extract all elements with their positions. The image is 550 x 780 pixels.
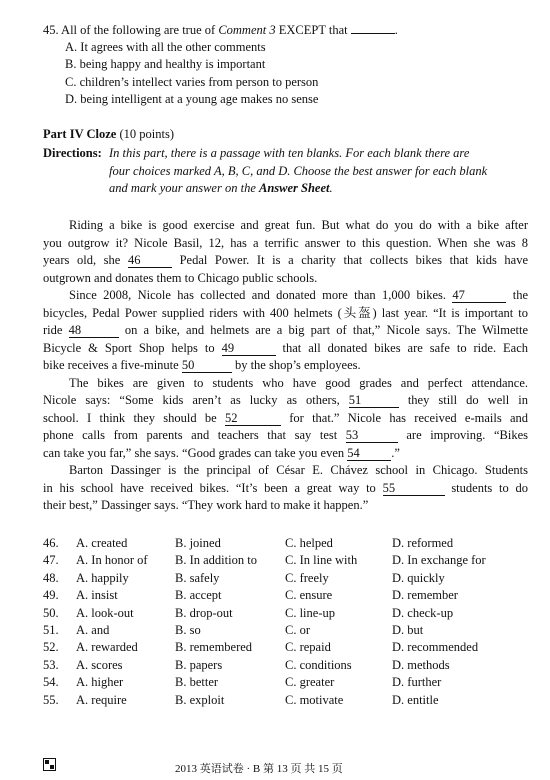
option-row: 48. A. happily B. safely C. freely D. quickly <box>43 570 445 585</box>
passage-line: school. I think they should be 52 for that.” Nicole has received e-mails and <box>43 410 529 425</box>
cloze-passage <box>43 217 528 515</box>
option-row: 51. A. and B. so C. or D. but <box>43 622 424 637</box>
blank-49: 49 <box>222 342 276 356</box>
passage-line: The bikes are given to students who have good grades and perfect attendance. <box>69 375 528 390</box>
passage-line: their best,” Dassinger says. “They work hard to make it happen.” <box>43 498 369 512</box>
blank-52: 52 <box>225 412 281 426</box>
passage-line: Since 2008, Nicole has collected and donated more than 1,000 bikes. 47 the <box>69 288 529 302</box>
passage-line: ride 48 on a bike, and helmets are a big part of that,” Nicole says. The Wilmette <box>43 323 528 337</box>
blank-53: 53 <box>346 429 398 443</box>
option-row: 55. A. require B. exploit C. motivate D. entitle <box>43 692 439 707</box>
blank-55: 55 <box>383 482 445 496</box>
passage-line: you outgrow it? Nicole Basil, 12, has a terrific answer to this question. When she was 8 <box>43 235 528 250</box>
option-row: 52. A. rewarded B. remembered C. repaid D. recommended <box>43 640 479 655</box>
passage-line: can take you far,” she says. “Good grades can take you even 54 .” <box>43 445 400 460</box>
passage-line: Riding a bike is good exercise and great fun. But what do you do with a bike after <box>69 218 528 232</box>
option-row: 54. A. higher B. better C. greater D. further <box>43 675 442 690</box>
passage-line: years old, she 46 Pedal Power. It is a charity that collects bikes that kids have <box>43 253 529 267</box>
option-row: 50. A. look-out B. drop-out C. line-up D. check-up <box>43 605 454 620</box>
directions-label: Directions: <box>43 146 102 160</box>
passage-line: bicycles, Pedal Power supplied riders with 400 helmets (头盔) last year. “It is important to <box>43 305 528 320</box>
passage-line: outgrown and donates them to Chicago public schools. <box>43 270 318 285</box>
passage-line: in his school have received bikes. “It’s been a great way to 55 students to do <box>43 480 529 495</box>
blank-47: 47 <box>452 289 506 303</box>
blank-54: 54 <box>347 447 391 461</box>
part-heading: Part IV Cloze (10 points) <box>43 127 174 141</box>
answer-options <box>43 535 528 709</box>
passage-line: phone calls from parents and teachers that say test 53 are improving. “Bikes <box>43 428 528 442</box>
option-row: 49. A. insist B. accept C. ensure D. remember <box>43 588 458 603</box>
registration-mark-icon <box>43 758 56 771</box>
option-a: A. It agrees with all the other comments <box>65 40 266 55</box>
blank-48: 48 <box>69 324 119 338</box>
option-row: 47. A. In honor of B. In addition to C. In line with D. In exchange for <box>43 553 486 568</box>
directions-text: In this part, there is a passage with ten blanks. For each blank there are four choices marked A, B, C, and D. Choose the best answer for each blank and mark your answer on the Answer Sheet. <box>109 146 488 196</box>
page-footer <box>0 758 550 776</box>
passage-line: Nicole says: “Some kids aren’t as lucky as others, 51 they still do well in <box>43 393 529 407</box>
page-number: 2013 英语试卷 · B 第 13 页 共 15 页 <box>175 763 343 775</box>
passage-line: Barton Dassinger is the principal of César E. Chávez school in Chicago. Students <box>69 463 528 477</box>
option-b: B. being happy and healthy is important <box>65 57 266 72</box>
option-row: 53. A. scores B. papers C. conditions D. methods <box>43 657 450 672</box>
directions <box>43 145 528 198</box>
passage-line: Bicycle & Sport Shop helps to 49 that all donated bikes are safe to ride. Each <box>43 340 529 355</box>
blank-46: 46 <box>128 254 172 268</box>
question-45-stem: 45. All of the following are true of Comment 3 EXCEPT that . <box>43 23 398 37</box>
passage-line: bike receives a five-minute 50 by the shop’s employees. <box>43 358 361 372</box>
blank-51: 51 <box>349 394 399 408</box>
blank-50: 50 <box>182 359 232 373</box>
answer-blank <box>351 22 395 34</box>
option-c: C. children’s intellect varies from person to person <box>65 74 319 89</box>
option-row: 46. A. created B. joined C. helped D. reformed <box>43 536 454 550</box>
question-45 <box>43 22 523 108</box>
option-d: D. being intelligent at a young age makes no sense <box>65 91 319 106</box>
